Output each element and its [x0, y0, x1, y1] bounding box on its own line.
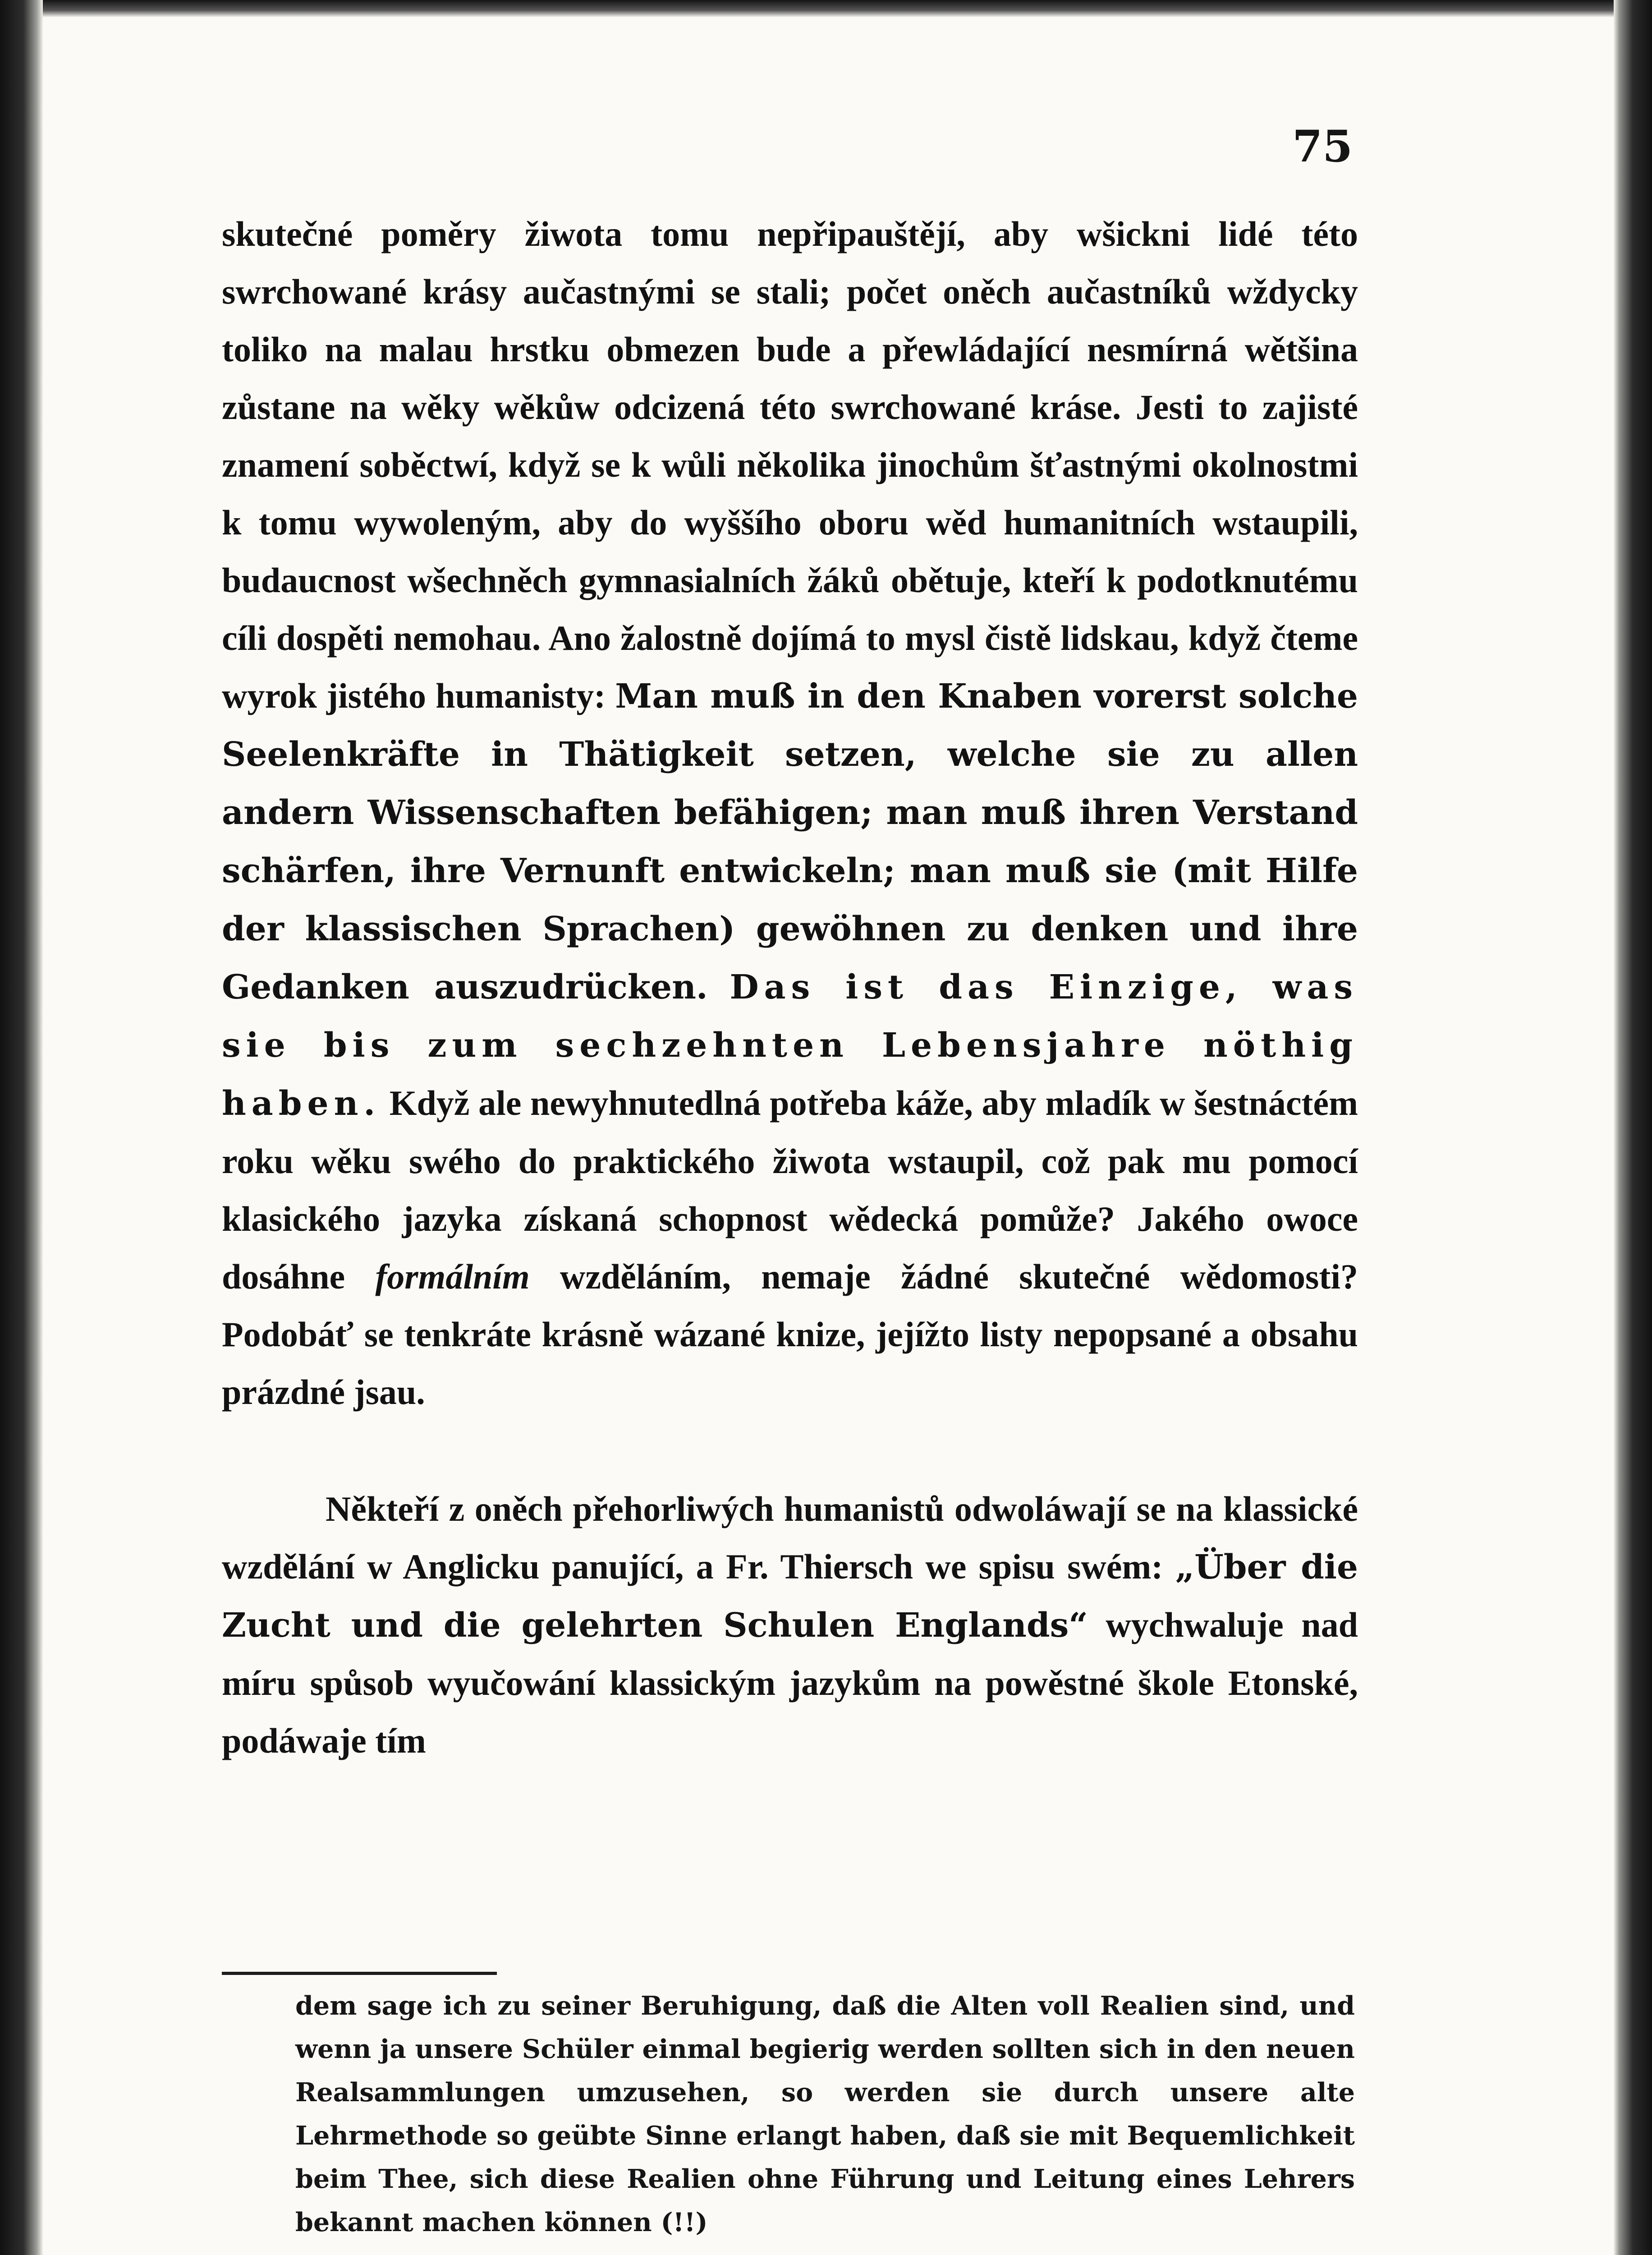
- footnote-divider: [222, 1972, 497, 1975]
- footnote: dem sage ich zu seiner Beruhigung, daß die Alten voll Realien sind, und wenn ja unsere Schüler einmal begierig werden sollten sich in den neuen Realsammlungen umzusehen, so werden sie durch unsere alte Lehrmethode so geübte Sinne erlangt haben, daß sie mit Bequemlichkeit beim Thee, sich diese Realien ohne Führung und Leitung eines Lehrers bekannt machen können (!!): [295, 1991, 1355, 2237]
- page-number: 75: [1292, 121, 1353, 172]
- italic-word: formálním: [375, 1257, 530, 1296]
- german-quote: Man muß in den Knaben vorerst solche Seelenkräfte in Thätigkeit setzen, welche sie zu allen andern Wissenschaften befähigen; man muß ihren Verstand schärfen, ihre Vernunft entwickeln; man muß sie (mit Hilfe der klassischen Sprachen) gewöhnen zu denken und ihre Gedanken auszudrücken.: [222, 677, 1358, 1007]
- german-quote-spaced: Das ist das Einzige, was sie bis zum sechzehnten Lebensjahre nöthig haben.: [222, 968, 1358, 1123]
- paragraph-1-text-a: skutečné poměry žiwota tomu nepřipauštějí, aby wšickni lidé této swrchowané krásy aučastnými se stali; počet oněch aučastníků wždycky toliko na malau hrstku obmezen bude a přewládající nesmírná wětšina zůstane na wěky wěkůw odcizená této swrchowané kráse. Jesti to zajisté znamení soběctwí, když se k wůli několika jinochům šťastnými okolnostmi k tomu wywoleným, aby do wyššího oboru wěd humanitních wstaupili, budaucnost wšechněch gymnasialních žáků obětuje, kteří k podotknutému cíli dospěti nemohau. Ano žalostně dojímá to mysl čistě lidskau, když čteme wyrok jistého humanisty:: [222, 214, 1358, 715]
- scan-edge-top: [0, 0, 1652, 17]
- main-text: [222, 205, 1358, 1770]
- book-title: „Über die Zucht und die gelehrten Schulen Englands“: [222, 1548, 1358, 1645]
- paragraph-1-text-c: wzděláním, nemaje žádné skutečné wědomosti? Podobáť se tenkráte krásně wázané knize, jejížto listy nepopsané a obsahu prázdné jsau.: [222, 1257, 1358, 1412]
- scan-edge-left: [0, 0, 43, 2255]
- paragraph-2: [222, 1480, 1358, 1770]
- scan-edge-right: [1614, 0, 1652, 2255]
- paragraph-2-text-a: Někteří z oněch přehorliwých humanistů odwoláwají se na klassické wzdělání w Anglicku panující, a Fr. Thiersch we spisu swém:: [222, 1489, 1358, 1586]
- paragraph-1: [222, 205, 1358, 1421]
- paragraph-1-text-b: Když ale newyhnutedlná potřeba káže, aby mladík w šestnáctém roku wěku swého do praktického žiwota wstaupil, což pak mu pomocí klasického jazyka získaná schopnost wědecká pomůže? Jakého owoce dosáhne: [222, 1083, 1358, 1296]
- paragraph-2-text-b: wychwaluje nad míru spůsob wyučowání klassickým jazykům na powěstné škole Etonské, podáwaje tím: [222, 1605, 1358, 1760]
